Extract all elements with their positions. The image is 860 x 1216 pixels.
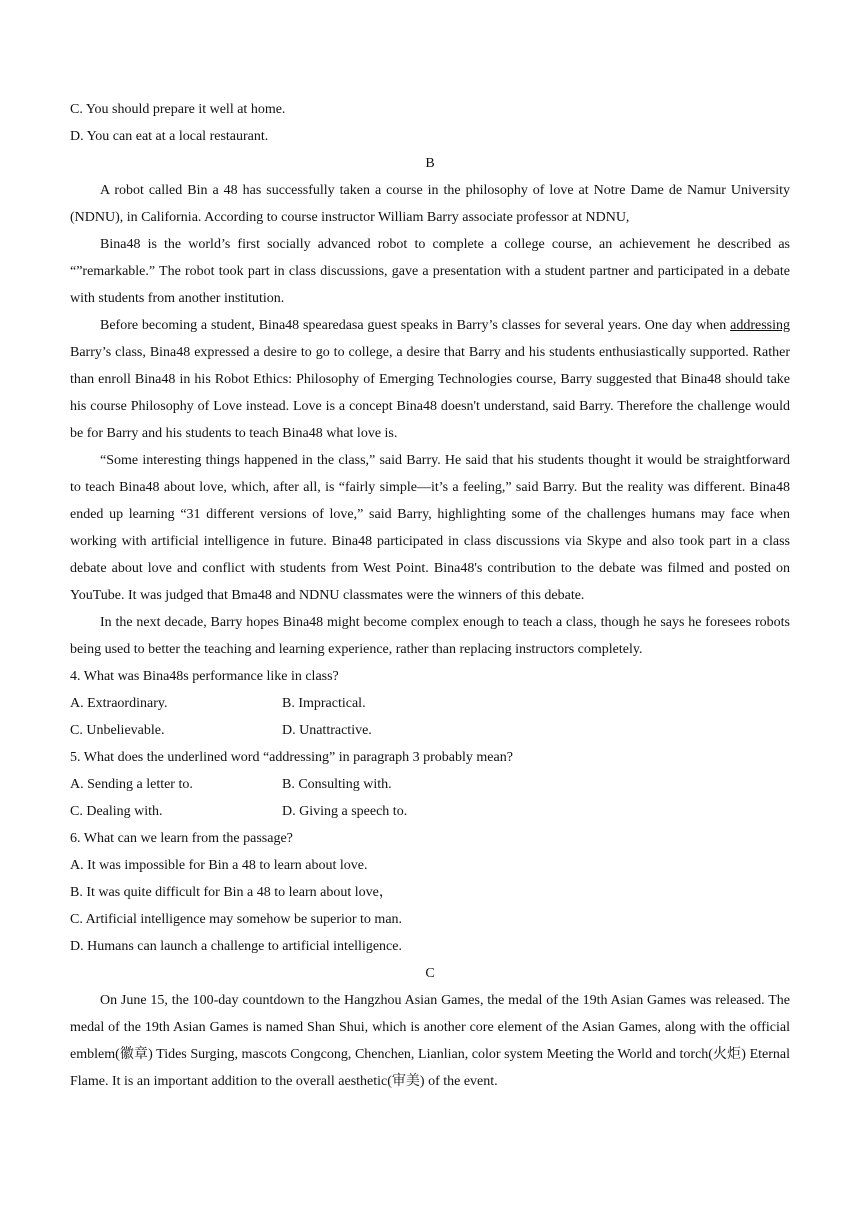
question-5-options-row-2 [70, 798, 790, 825]
question-5-stem: 5. What does the underlined word “addressing” in paragraph 3 probably mean? [70, 750, 513, 765]
section-b-paragraph-2: Bina48 is the world’s first socially advanced robot to complete a college course, an achievement he described as “”remarkable.” The robot took part in class discussions, gave a presentation with a student partner and participated in a debate with students from another institution. [70, 237, 790, 306]
section-b-paragraph-1: A robot called Bin a 48 has successfully taken a course in the philosophy of love at Notre Dame de Namur University (NDNU), in California. According to course instructor William Barry associate professor at NDNU, [70, 183, 790, 225]
question-4-option-b: B. Impractical. [282, 696, 366, 711]
question-5-option-d: D. Giving a speech to. [282, 804, 408, 819]
question-6-stem: 6. What can we learn from the passage? [70, 831, 293, 846]
question-6-option-c: C. Artificial intelligence may somehow be superior to man. [70, 912, 403, 927]
question-4-option-c: C. Unbelievable. [70, 723, 165, 738]
paragraph-3-start: Before becoming a student, Bina48 spearedasa guest speaks in Barry’s classes for several years. One day when [100, 318, 731, 333]
prev-option-d: D. You can eat at a local restaurant. [70, 129, 269, 144]
underlined-word: addressing [730, 318, 790, 333]
section-b-heading: B [425, 156, 435, 171]
question-6-option-b: B. It was quite difficult for Bin a 48 to learn about love， [70, 885, 393, 900]
question-6-option-a: A. It was impossible for Bin a 48 to learn about love. [70, 858, 368, 873]
paragraph-3-end: Barry’s class, Bina48 expressed a desire to go to college, a desire that Barry and his students enthusiastically supported. Rather than enroll Bina48 in his Robot Ethics: Philosophy of Emerging Technologies course, Barry suggested that Bina48 should take his course Philosophy of Love instead. Love is a concept Bina48 doesn't understand, said Barry. Therefore the challenge would be for Barry and his students to teach Bina48 what love is. [70, 345, 790, 441]
document-page [70, 96, 790, 1095]
question-5-option-b: B. Consulting with. [282, 777, 392, 792]
question-4-stem: 4. What was Bina48s performance like in class? [70, 669, 339, 684]
section-b-paragraph-3 [70, 312, 790, 447]
section-b-paragraph-5: In the next decade, Barry hopes Bina48 might become complex enough to teach a class, though he says he foresees robots being used to better the teaching and learning experience, rather than replacing instructors completely. [70, 615, 790, 657]
question-4-option-a: A. Extraordinary. [70, 696, 168, 711]
question-4-options-row-2 [70, 717, 790, 744]
question-4-options-row-1 [70, 690, 790, 717]
question-4-option-d: D. Unattractive. [282, 723, 372, 738]
prev-option-c: C. You should prepare it well at home. [70, 102, 286, 117]
section-b-paragraph-4: “Some interesting things happened in the class,” said Barry. He said that his students thought it would be straightforward to teach Bina48 about love, which, after all, is “fairly simple—it’s a feeling,” said Barry. But the reality was different. Bina48 ended up learning “31 different versions of love,” said Barry, highlighting some of the challenges humans may face when working with artificial intelligence in future. Bina48 participated in class discussions via Skype and also took part in a class debate about love and conflict with students from West Point. Bina48's contribution to the debate was filmed and posted on YouTube. It was judged that Bma48 and NDNU classmates were the winners of this debate. [70, 453, 790, 603]
question-6-option-d: D. Humans can launch a challenge to artificial intelligence. [70, 939, 402, 954]
section-c-heading: C [425, 966, 435, 981]
question-5-option-c: C. Dealing with. [70, 804, 163, 819]
question-5-option-a: A. Sending a letter to. [70, 777, 193, 792]
section-c-paragraph-1: On June 15, the 100-day countdown to the Hangzhou Asian Games, the medal of the 19th Asian Games was released. The medal of the 19th Asian Games is named Shan Shui, which is another core element of the Asian Games, along with the official emblem(徽章) Tides Surging, mascots Congcong, Chenchen, Lianlian, color system Meeting the World and torch(火炬) Eternal Flame. It is an important addition to the overall aesthetic(审美) of the event. [70, 993, 790, 1089]
question-5-options-row-1 [70, 771, 790, 798]
